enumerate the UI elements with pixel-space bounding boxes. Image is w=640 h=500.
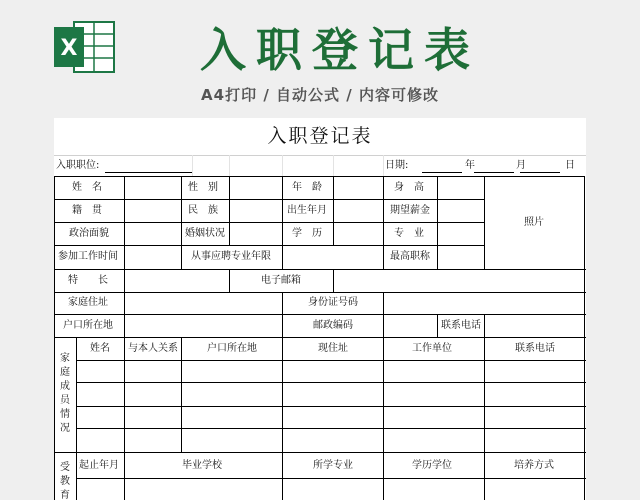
date-label: 日期: xyxy=(385,160,409,171)
form-grid xyxy=(54,118,586,500)
family-header-phone: 联系电话 xyxy=(515,343,555,354)
family-section-label: 家庭成员情况 xyxy=(60,353,70,434)
excel-logo-icon xyxy=(52,16,116,78)
svg-text:X: X xyxy=(60,36,78,61)
height-label: 身 高 xyxy=(394,182,424,193)
specialty-label: 特 长 xyxy=(68,275,108,286)
marital-status-label: 婚姻状况 xyxy=(185,228,225,239)
education-label: 学 历 xyxy=(292,228,322,239)
edu-header-school: 毕业学校 xyxy=(182,460,222,471)
id-number-label: 身份证号码 xyxy=(308,297,358,308)
edu-header-major: 所学专业 xyxy=(313,460,353,471)
home-address-label: 家庭住址 xyxy=(68,297,108,308)
day-label: 日 xyxy=(565,160,575,171)
family-header-hukou: 户口所在地 xyxy=(207,343,257,354)
month-label: 月 xyxy=(516,160,526,171)
expected-salary-label: 期望薪金 xyxy=(390,205,430,216)
family-header-address: 现住址 xyxy=(318,343,348,354)
year-label: 年 xyxy=(465,160,475,171)
position-label: 入职职位: xyxy=(56,160,100,171)
ethnicity-label: 民 族 xyxy=(188,205,218,216)
work-start-label: 参加工作时间 xyxy=(58,251,118,262)
edu-header-period: 起止年月 xyxy=(79,460,119,471)
political-status-label: 政治面貌 xyxy=(69,228,109,239)
gender-label: 性 别 xyxy=(188,182,218,193)
edu-header-method: 培养方式 xyxy=(514,460,554,471)
years-in-field-label: 从事应聘专业年限 xyxy=(191,251,271,262)
page-title: 入职登记表 xyxy=(200,23,480,77)
major-label: 专 业 xyxy=(394,228,424,239)
birth-date-label: 出生年月 xyxy=(287,205,327,216)
postcode-label: 邮政编码 xyxy=(313,320,353,331)
family-header-relation: 与本人关系 xyxy=(128,343,178,354)
phone-label: 联系电话 xyxy=(441,320,481,331)
age-label: 年 龄 xyxy=(292,182,322,193)
email-label: 电子邮箱 xyxy=(261,275,301,286)
form-title: 入职登记表 xyxy=(267,125,373,147)
page-subtitle: A4打印 / 自动公式 / 内容可修改 xyxy=(201,86,439,104)
name-label: 姓 名 xyxy=(72,182,102,193)
hukou-label: 户口所在地 xyxy=(63,320,113,331)
registration-form xyxy=(54,118,586,500)
edu-header-degree: 学历学位 xyxy=(412,460,452,471)
native-place-label: 籍 贯 xyxy=(72,205,102,216)
education-section-label: 受教育 xyxy=(60,462,70,500)
family-header-name: 姓名 xyxy=(90,343,110,354)
photo-label: 照片 xyxy=(524,217,544,228)
family-header-employer: 工作单位 xyxy=(412,343,452,354)
banner xyxy=(0,0,640,118)
title-rank-label: 最高职称 xyxy=(390,251,430,262)
